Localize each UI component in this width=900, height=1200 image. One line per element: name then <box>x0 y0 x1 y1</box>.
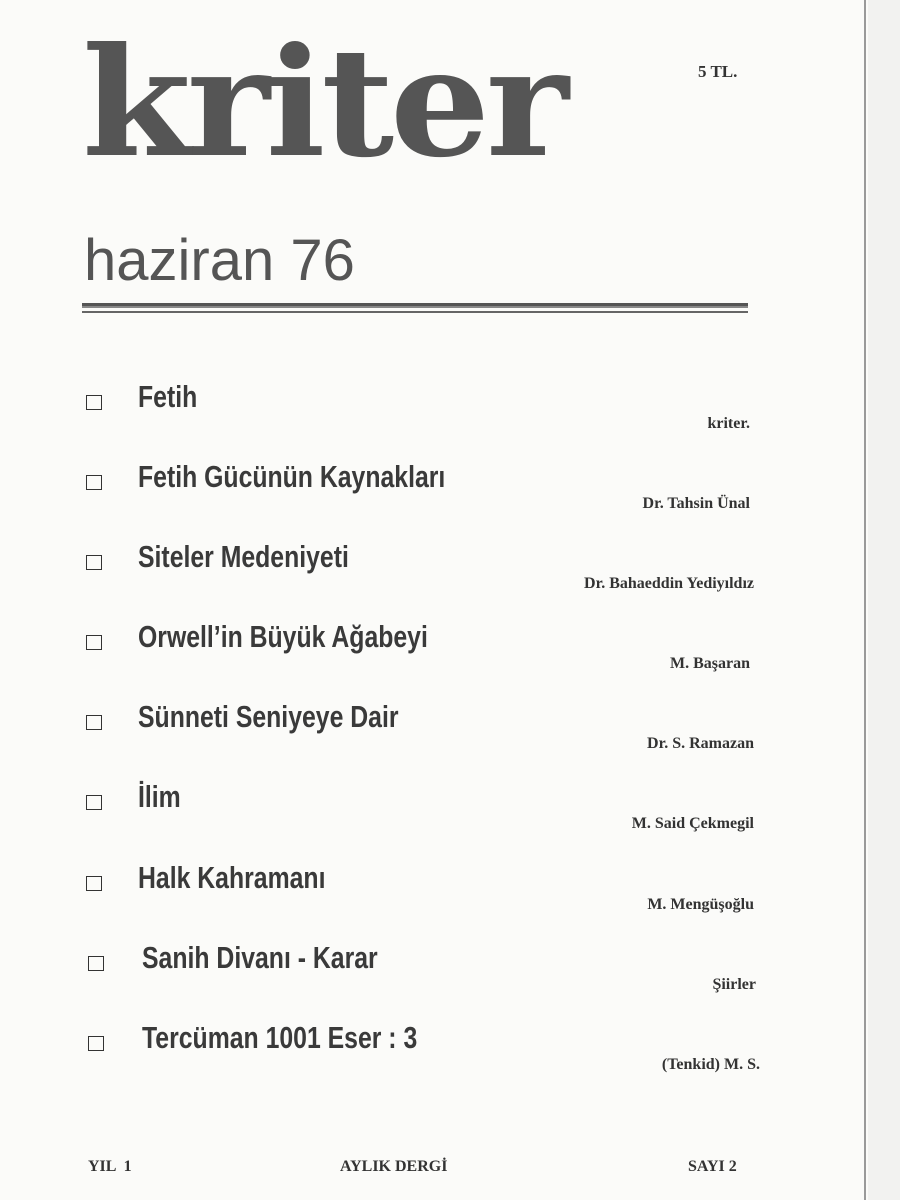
contents-entry <box>0 940 900 1036</box>
footer-year: YIL 1 <box>88 1158 132 1175</box>
article-author: Dr. S. Ramazan <box>647 735 754 752</box>
header-rule-thin <box>82 311 748 313</box>
article-author: Dr. Tahsin Ünal <box>642 495 750 512</box>
magazine-logo: kriter <box>82 15 565 191</box>
price: 5 TL. <box>698 62 738 81</box>
checkbox-icon <box>86 715 102 730</box>
checkbox-icon <box>86 555 102 570</box>
contents-entry <box>0 459 900 555</box>
contents-entry <box>0 379 900 475</box>
checkbox-icon <box>86 475 102 490</box>
checkbox-icon <box>88 956 104 971</box>
footer-issue-number: SAYI 2 <box>688 1158 737 1175</box>
article-title: Halk Kahramanı <box>138 860 326 895</box>
issue-date: haziran 76 <box>84 228 355 293</box>
contents-entry <box>0 619 900 715</box>
checkbox-icon <box>86 876 102 891</box>
contents-entry <box>0 1020 900 1116</box>
article-title: Orwell’in Büyük Ağabeyi <box>138 619 428 654</box>
article-title: Tercüman 1001 Eser : 3 <box>142 1020 418 1055</box>
article-title: Sanih Divanı - Karar <box>142 940 378 975</box>
article-title: Siteler Medeniyeti <box>138 539 349 574</box>
footer-type: AYLIK DERGİ <box>340 1158 448 1175</box>
article-author: M. Başaran <box>670 655 750 672</box>
contents-entry <box>0 539 900 635</box>
article-title: Fetih <box>138 379 198 414</box>
article-author: Şiirler <box>712 976 756 993</box>
header-rule <box>82 303 748 308</box>
checkbox-icon <box>86 635 102 650</box>
article-author: M. Said Çekmegil <box>631 815 754 832</box>
contents-entry <box>0 860 900 956</box>
article-author: Dr. Bahaeddin Yediyıldız <box>584 575 754 592</box>
article-title: Sünneti Seniyeye Dair <box>138 699 399 734</box>
article-author: kriter. <box>707 415 750 432</box>
contents-entry <box>0 779 900 875</box>
article-title: Fetih Gücünün Kaynakları <box>138 459 446 494</box>
checkbox-icon <box>88 1036 104 1051</box>
checkbox-icon <box>86 395 102 410</box>
article-title: İlim <box>138 779 181 814</box>
article-author: (Tenkid) M. S. <box>661 1056 760 1073</box>
article-author: M. Mengüşoğlu <box>647 896 754 913</box>
contents-entry <box>0 699 900 795</box>
checkbox-icon <box>86 795 102 810</box>
